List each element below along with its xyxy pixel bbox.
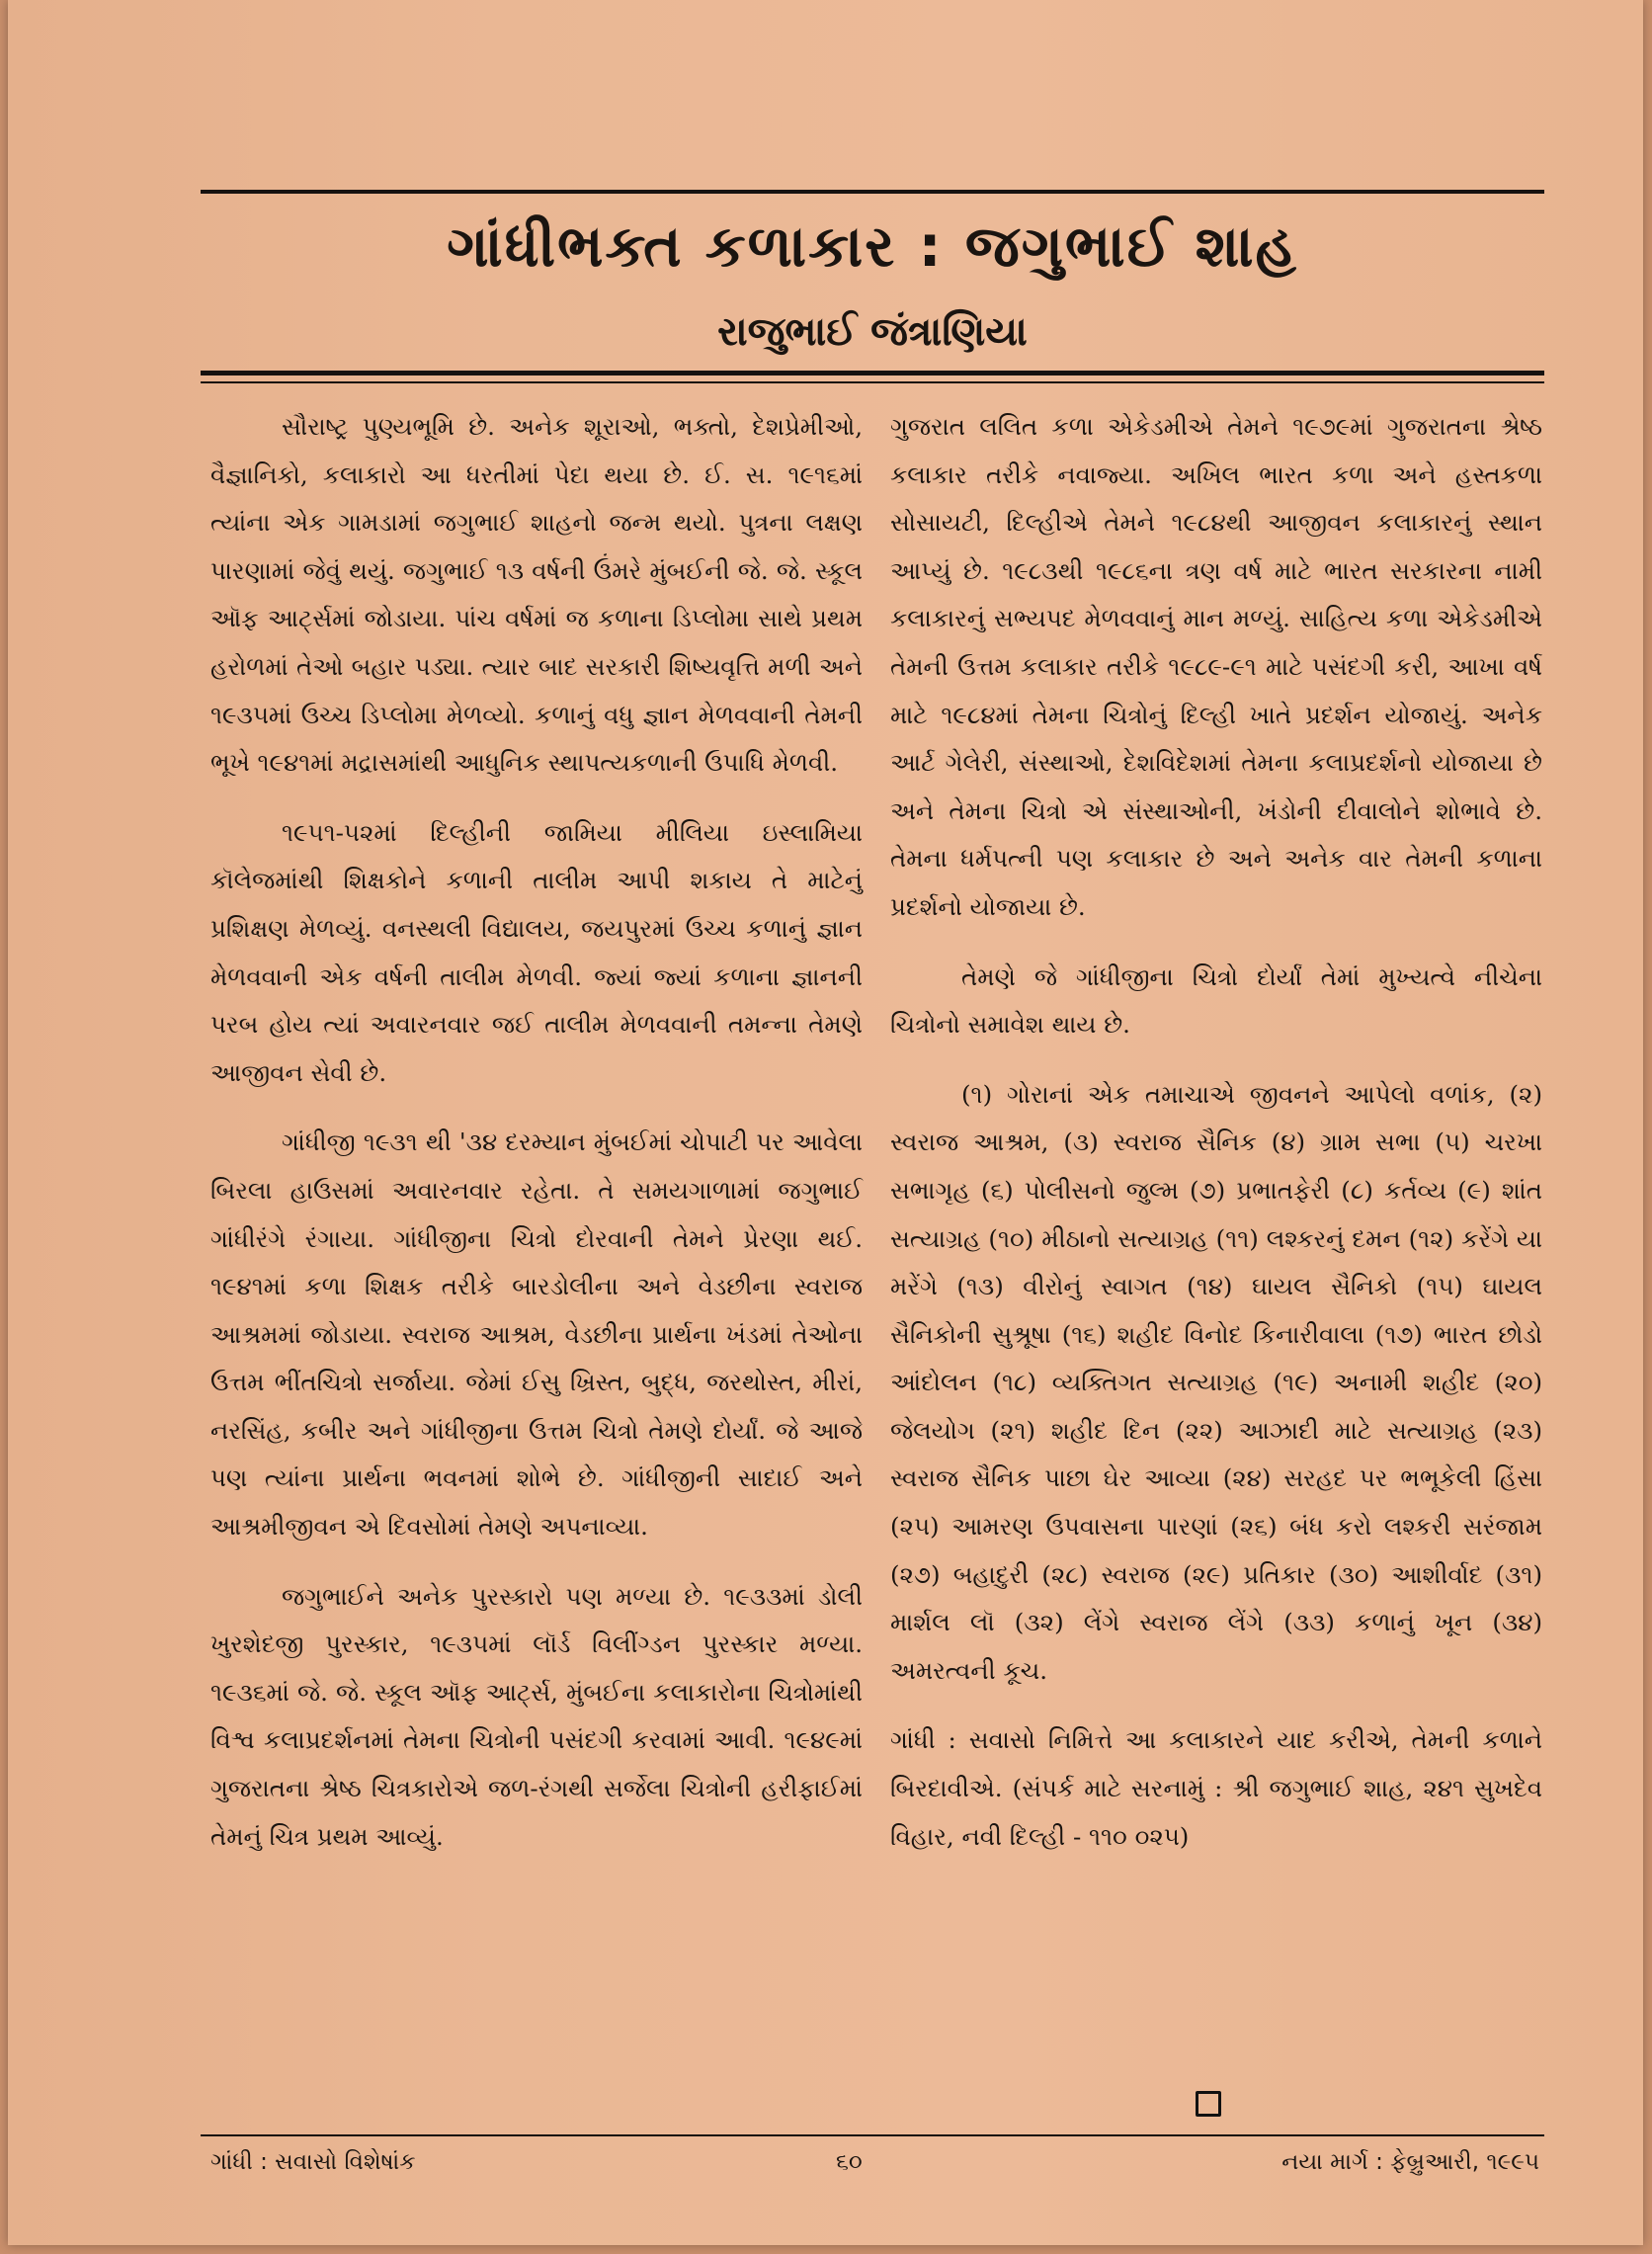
right-column — [890, 403, 1542, 1882]
left-column — [210, 403, 863, 1882]
footer-left: ગાંધી : સવાસો વિશેષાંક — [210, 2149, 416, 2175]
paragraph: ગાંધી : સવાસો નિમિત્તે આ કલાકારને યાદ કરીએ, તેમની કળાને બિરદાવીએ. (સંપર્ક માટે સરનામું : શ્રી જગુભાઈ શાહ, ૨૪૧ સુખદેવ વિહાર, નવી દિલ્હી - ૧૧૦ ૦૨૫) — [890, 1725, 1542, 1851]
paragraph: તેમણે જે ગાંધીજીના ચિત્રો દોર્યાં તેમાં મુખ્યત્વે નીચેના ચિત્રોનો સમાવેશ થાય છે. — [890, 961, 1542, 1040]
paragraph: ગાંધીજી ૧૯૩૧ થી '૩૪ દરમ્યાન મુંબઈમાં ચોપાટી પર આવેલા બિરલા હાઉસમાં અવારનવાર રહેતા. તે સમયગાળામાં જગુભાઈ ગાંધીરંગે રંગાયા. ગાંધીજીના ચિત્રો દોરવાની તેમને પ્રેરણા થઈ. ૧૯૪૧માં કળા શિક્ષક તરીકે બારડોલીના અને વેડછીના સ્વરાજ આશ્રમમાં જોડાયા. સ્વરાજ આશ્રમ, વેડછીના પ્રાર્થના ખંડમાં તેઓના ઉત્તમ ભીંતચિત્રો સર્જાયા. જેમાં ઈસુ ખ્રિસ્ત, બુદ્ધ, જરથોસ્ત, મીરાં, નરસિંહ, કબીર અને ગાંધીજીના ઉત્તમ ચિત્રો તેમણે દોર્યાં. જે આજે પણ ત્યાંના પ્રાર્થના ભવનમાં શોભે છે. ગાંધીજીની સાદાઈ અને આશ્રમીજીવન એ દિવસોમાં તેમણે અપનાવ્યા. — [210, 1127, 863, 1542]
paragraph: જગુભાઈને અનેક પુરસ્કારો પણ મળ્યા છે. ૧૯૩૩માં ડોલી ખુરશેદજી પુરસ્કાર, ૧૯૩૫માં લૉર્ડ વિલીંગ્ડન પુરસ્કાર મળ્યા. ૧૯૩૬માં જે. જે. સ્કૂલ ઑફ આર્ટ્સ, મુંબઈના કલાકારોના ચિત્રોમાંથી વિશ્વ કલાપ્રદર્શનમાં તેમના ચિત્રોની પસંદગી કરવામાં આવી. ૧૯૪૯માં ગુજરાતના શ્રેષ્ઠ ચિત્રકારોએ જળ-રંગથી સર્જેલા ચિત્રોની હરીફાઈમાં તેમનું ચિત્ર પ્રથમ આવ્યું. — [210, 1581, 863, 1851]
page-number: ૬૦ — [836, 2149, 863, 2175]
header-rule-thick — [201, 371, 1544, 376]
end-mark-icon — [1196, 2091, 1221, 2117]
paintings-list: (૧) ગોરાનાં એક તમાચાએ જીવનને આપેલો વળાંક, (૨) સ્વરાજ આશ્રમ, (૩) સ્વરાજ સૈનિક (૪) ગ્રામ સભા (૫) ચરખા સભાગૃહ (૬) પોલીસનો જુલ્મ (૭) પ્રભાતફેરી (૮) કર્તવ્ય (૯) શાંત સત્યાગ્રહ (૧૦) મીઠાનો સત્યાગ્રહ (૧૧) લશ્કરનું દમન (૧૨) કરેંગે યા મરેંગે (૧૩) વીરોનું સ્વાગત (૧૪) ઘાયલ સૈનિકો (૧૫) ઘાયલ સૈનિકોની સુશ્રૂષા (૧૬) શહીદ વિનોદ કિનારીવાલા (૧૭) ભારત છોડો આંદોલન (૧૮) વ્યક્તિગત સત્યાગ્રહ (૧૯) અનામી શહીદ (૨૦) જેલયોગ (૨૧) શહીદ દિન (૨૨) આઝાદી માટે સત્યાગ્રહ (૨૩) સ્વરાજ સૈનિક પાછા ઘેર આવ્યા (૨૪) સરહદ પર ભભૂકેલી હિંસા (૨૫) આમરણ ઉપવાસના પારણાં (૨૬) બંધ કરો લશ્કરી સરંજામ (૨૭) બહાદુરી (૨૮) સ્વરાજ (૨૯) પ્રતિકાર (૩૦) આશીર્વાદ (૩૧) માર્શલ લૉ (૩૨) લેંગે સ્વરાજ લેંગે (૩૩) કળાનું ખૂન (૩૪) અમરત્વની કૂચ. — [890, 1079, 1542, 1685]
footer-right: નયા માર્ગ : ફેબ્રુઆરી, ૧૯૯૫ — [1281, 2149, 1539, 2175]
top-rule — [201, 190, 1544, 194]
article-author: રાજુભાઈ જંત્રાણિયા — [717, 309, 1028, 355]
article-title: ગાંધીભક્ત કળાકાર : જગુભાઈ શાહ — [447, 212, 1298, 280]
paragraph: ૧૯૫૧-૫૨માં દિલ્હીની જામિયા મીલિયા ઇસ્લામિયા કૉલેજમાંથી શિક્ષકોને કળાની તાલીમ આપી શકાય તે માટેનું પ્રશિક્ષણ મેળવ્યું. વનસ્થલી વિદ્યાલય, જયપુરમાં ઉચ્ચ કળાનું જ્ઞાન મેળવવાની એક વર્ષની તાલીમ મેળવી. જ્યાં જ્યાં કળાના જ્ઞાનની પરબ હોય ત્યાં અવારનવાર જઈ તાલીમ મેળવવાની તમન્ના તેમણે આજીવન સેવી છે. — [210, 817, 863, 1087]
header-rule-thin — [201, 381, 1544, 383]
magazine-page — [8, 0, 1643, 2245]
paragraph: સૌરાષ્ટ્ર પુણ્યભૂમિ છે. અનેક શૂરાઓ, ભક્તો, દેશપ્રેમીઓ, વૈજ્ઞાનિકો, કલાકારો આ ધરતીમાં પેદા થયા છે. ઈ. સ. ૧૯૧૬માં ત્યાંના એક ગામડામાં જગુભાઈ શાહનો જન્મ થયો. પુત્રના લક્ષણ પારણામાં જેવું થયું. જગુભાઈ ૧૩ વર્ષની ઉંમરે મુંબઈની જે. જે. સ્કૂલ ઑફ આર્ટ્સમાં જોડાયા. પાંચ વર્ષમાં જ કળાના ડિપ્લોમા સાથે પ્રથમ હરોળમાં તેઓ બહાર પડ્યા. ત્યાર બાદ સરકારી શિષ્યવૃત્તિ મળી અને ૧૯૩૫માં ઉચ્ચ ડિપ્લોમા મેળવ્યો. કળાનું વધુ જ્ઞાન મેળવવાની તેમની ભૂખે ૧૯૪૧માં મદ્રાસમાંથી આધુનિક સ્થાપત્યકળાની ઉપાધિ મેળવી. — [210, 412, 863, 778]
footer-rule — [201, 2134, 1544, 2136]
paragraph: ગુજરાત લલિત કળા એકેડમીએ તેમને ૧૯૭૯માં ગુજરાતના શ્રેષ્ઠ કલાકાર તરીકે નવાજ્યા. અખિલ ભારત કળા અને હસ્તકળા સોસાયટી, દિલ્હીએ તેમને ૧૯૮૪થી આજીવન કલાકારનું સ્થાન આપ્યું છે. ૧૯૮૩થી ૧૯૮૬ના ત્રણ વર્ષ માટે ભારત સરકારના નામી કલાકારનું સભ્યપદ મેળવવાનું માન મળ્યું. સાહિત્ય કળા એકેડમીએ તેમની ઉત્તમ કલાકાર તરીકે ૧૯૮૯-૯૧ માટે પસંદગી કરી, આખા વર્ષ માટે ૧૯૮૪માં તેમના ચિત્રોનું દિલ્હી ખાતે પ્રદર્શન યોજાયું. અનેક આર્ટ ગેલેરી, સંસ્થાઓ, દેશવિદેશમાં તેમના કલાપ્રદર્શનો યોજાયા છે અને તેમના ચિત્રો એ સંસ્થાઓની, ખંડોની દીવાલોને શોભાવે છે. તેમના ધર્મપત્ની પણ કલાકાર છે અને અનેક વાર તેમની કળાના પ્રદર્શનો યોજાયા છે. — [890, 412, 1542, 921]
